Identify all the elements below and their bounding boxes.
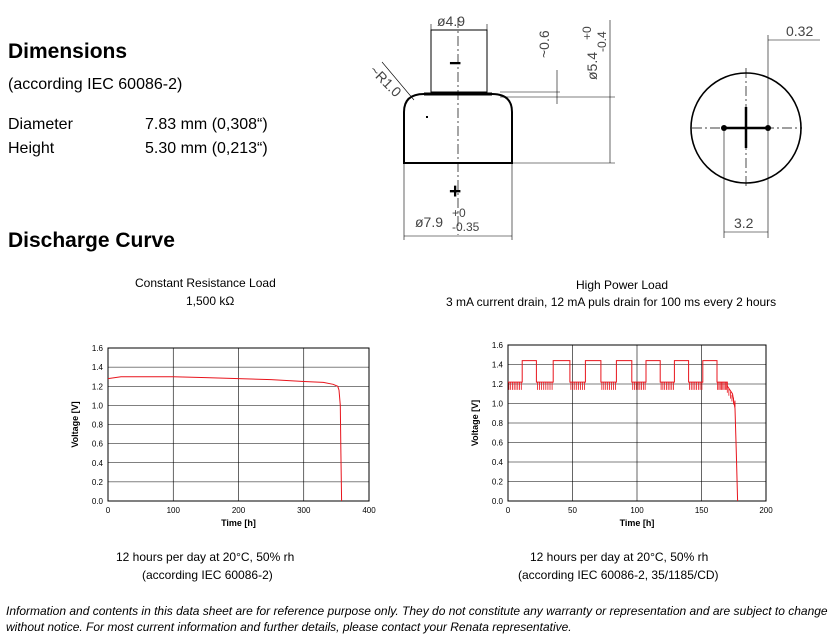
y-tick-label: 1.0 [491,399,503,409]
y-tick-label: 0.4 [91,458,103,468]
y-tick-label: 0.2 [491,477,503,487]
height-label: Height [8,140,55,157]
x-tick-label: 50 [568,506,577,515]
chart2-high-power-load [458,338,788,535]
x-axis-title: Time [h] [619,518,655,528]
y-tick-label: 1.6 [91,344,103,353]
chart2-note-line1: 12 hours per day at 20°C, 50% rh [530,550,709,564]
y-tick-label: 0.4 [491,458,503,467]
x-tick-label: 400 [362,506,376,515]
y-tick-label: 0.8 [91,420,103,430]
chart1-note-line1: 12 hours per day at 20°C, 50% rh [116,550,295,564]
y-tick-label: 0.6 [491,438,503,448]
diameter-label: Diameter [8,116,73,133]
minus-terminal-sign: − [449,52,462,75]
disclaimer-text: Information and contents in this data sheet are for reference purpose only. They do not constitute any warranty or representation and are subject to change without notice. For most current information and further details, please contact your Renata representative. [6,604,828,634]
y-tick-label: 0.2 [91,477,103,487]
dimensions-title: Dimensions [8,40,128,63]
y-tick-label: 0.0 [91,497,103,506]
depth-label: ~0.6 [536,30,552,58]
y-tick-label: 0.0 [491,497,503,506]
x-tick-label: 0 [105,506,111,515]
x-tick-label: 200 [231,506,246,515]
y-tick-label: 1.2 [91,382,103,392]
y-tick-label: 1.0 [91,401,103,411]
series-line [108,377,342,501]
chart2-title: High Power Load [576,278,669,292]
radius-label: ~R1.0 [366,62,405,101]
diameter-value: 7.83 mm (0,308“) [145,116,268,133]
height-value: 5.30 mm (0,213“) [145,140,268,157]
series-line [508,361,738,501]
y-tick-label: 1.4 [491,360,503,370]
body-tolerance-plus: +0 [452,206,466,220]
x-tick-label: 100 [630,506,644,515]
x-tick-label: 0 [505,506,511,515]
top-diameter-label: ø4.9 [437,13,466,29]
chart1-title: Constant Resistance Load [135,276,276,290]
x-axis-title: Time [h] [221,518,256,528]
body-tolerance-minus: -0.35 [452,220,480,234]
chart2-subtitle: 3 mA current drain, 12 mA puls drain for 100 ms every 2 hours [446,295,777,309]
chart2-note-line2: (according IEC 60086-2, 35/1185/CD) [518,568,719,582]
y-tick-label: 1.4 [91,363,103,373]
x-tick-label: 150 [694,506,709,515]
x-tick-label: 300 [297,506,311,515]
y-tick-label: 1.6 [491,341,503,350]
y-tick-label: 0.6 [91,439,103,449]
dimensions-standard: (according IEC 60086-2) [8,76,183,93]
height-dimension-label: ø5.4 [584,51,600,80]
chart1-subtitle: 1,500 kΩ [186,294,235,308]
body-diameter-label: ø7.9 [415,214,444,230]
x-tick-label: 200 [759,506,773,515]
discharge-curve-title: Discharge Curve [8,229,175,252]
x-tick-label: 100 [166,506,180,515]
y-tick-label: 0.8 [491,419,503,428]
offset-label-32: 3.2 [734,215,754,231]
chart1-note-line2: (according IEC 60086-2) [142,568,273,582]
y-axis-title: Voltage [V] [470,399,480,447]
offset-label-032: 0.32 [786,23,814,39]
height-tolerance-minus: -0.4 [595,31,609,52]
chart1-constant-resistance [60,340,390,535]
plus-terminal-sign: + [449,180,462,203]
height-tolerance-plus: +0 [580,26,594,40]
y-tick-label: 1.2 [491,380,503,389]
y-axis-title: Voltage [V] [70,401,80,448]
